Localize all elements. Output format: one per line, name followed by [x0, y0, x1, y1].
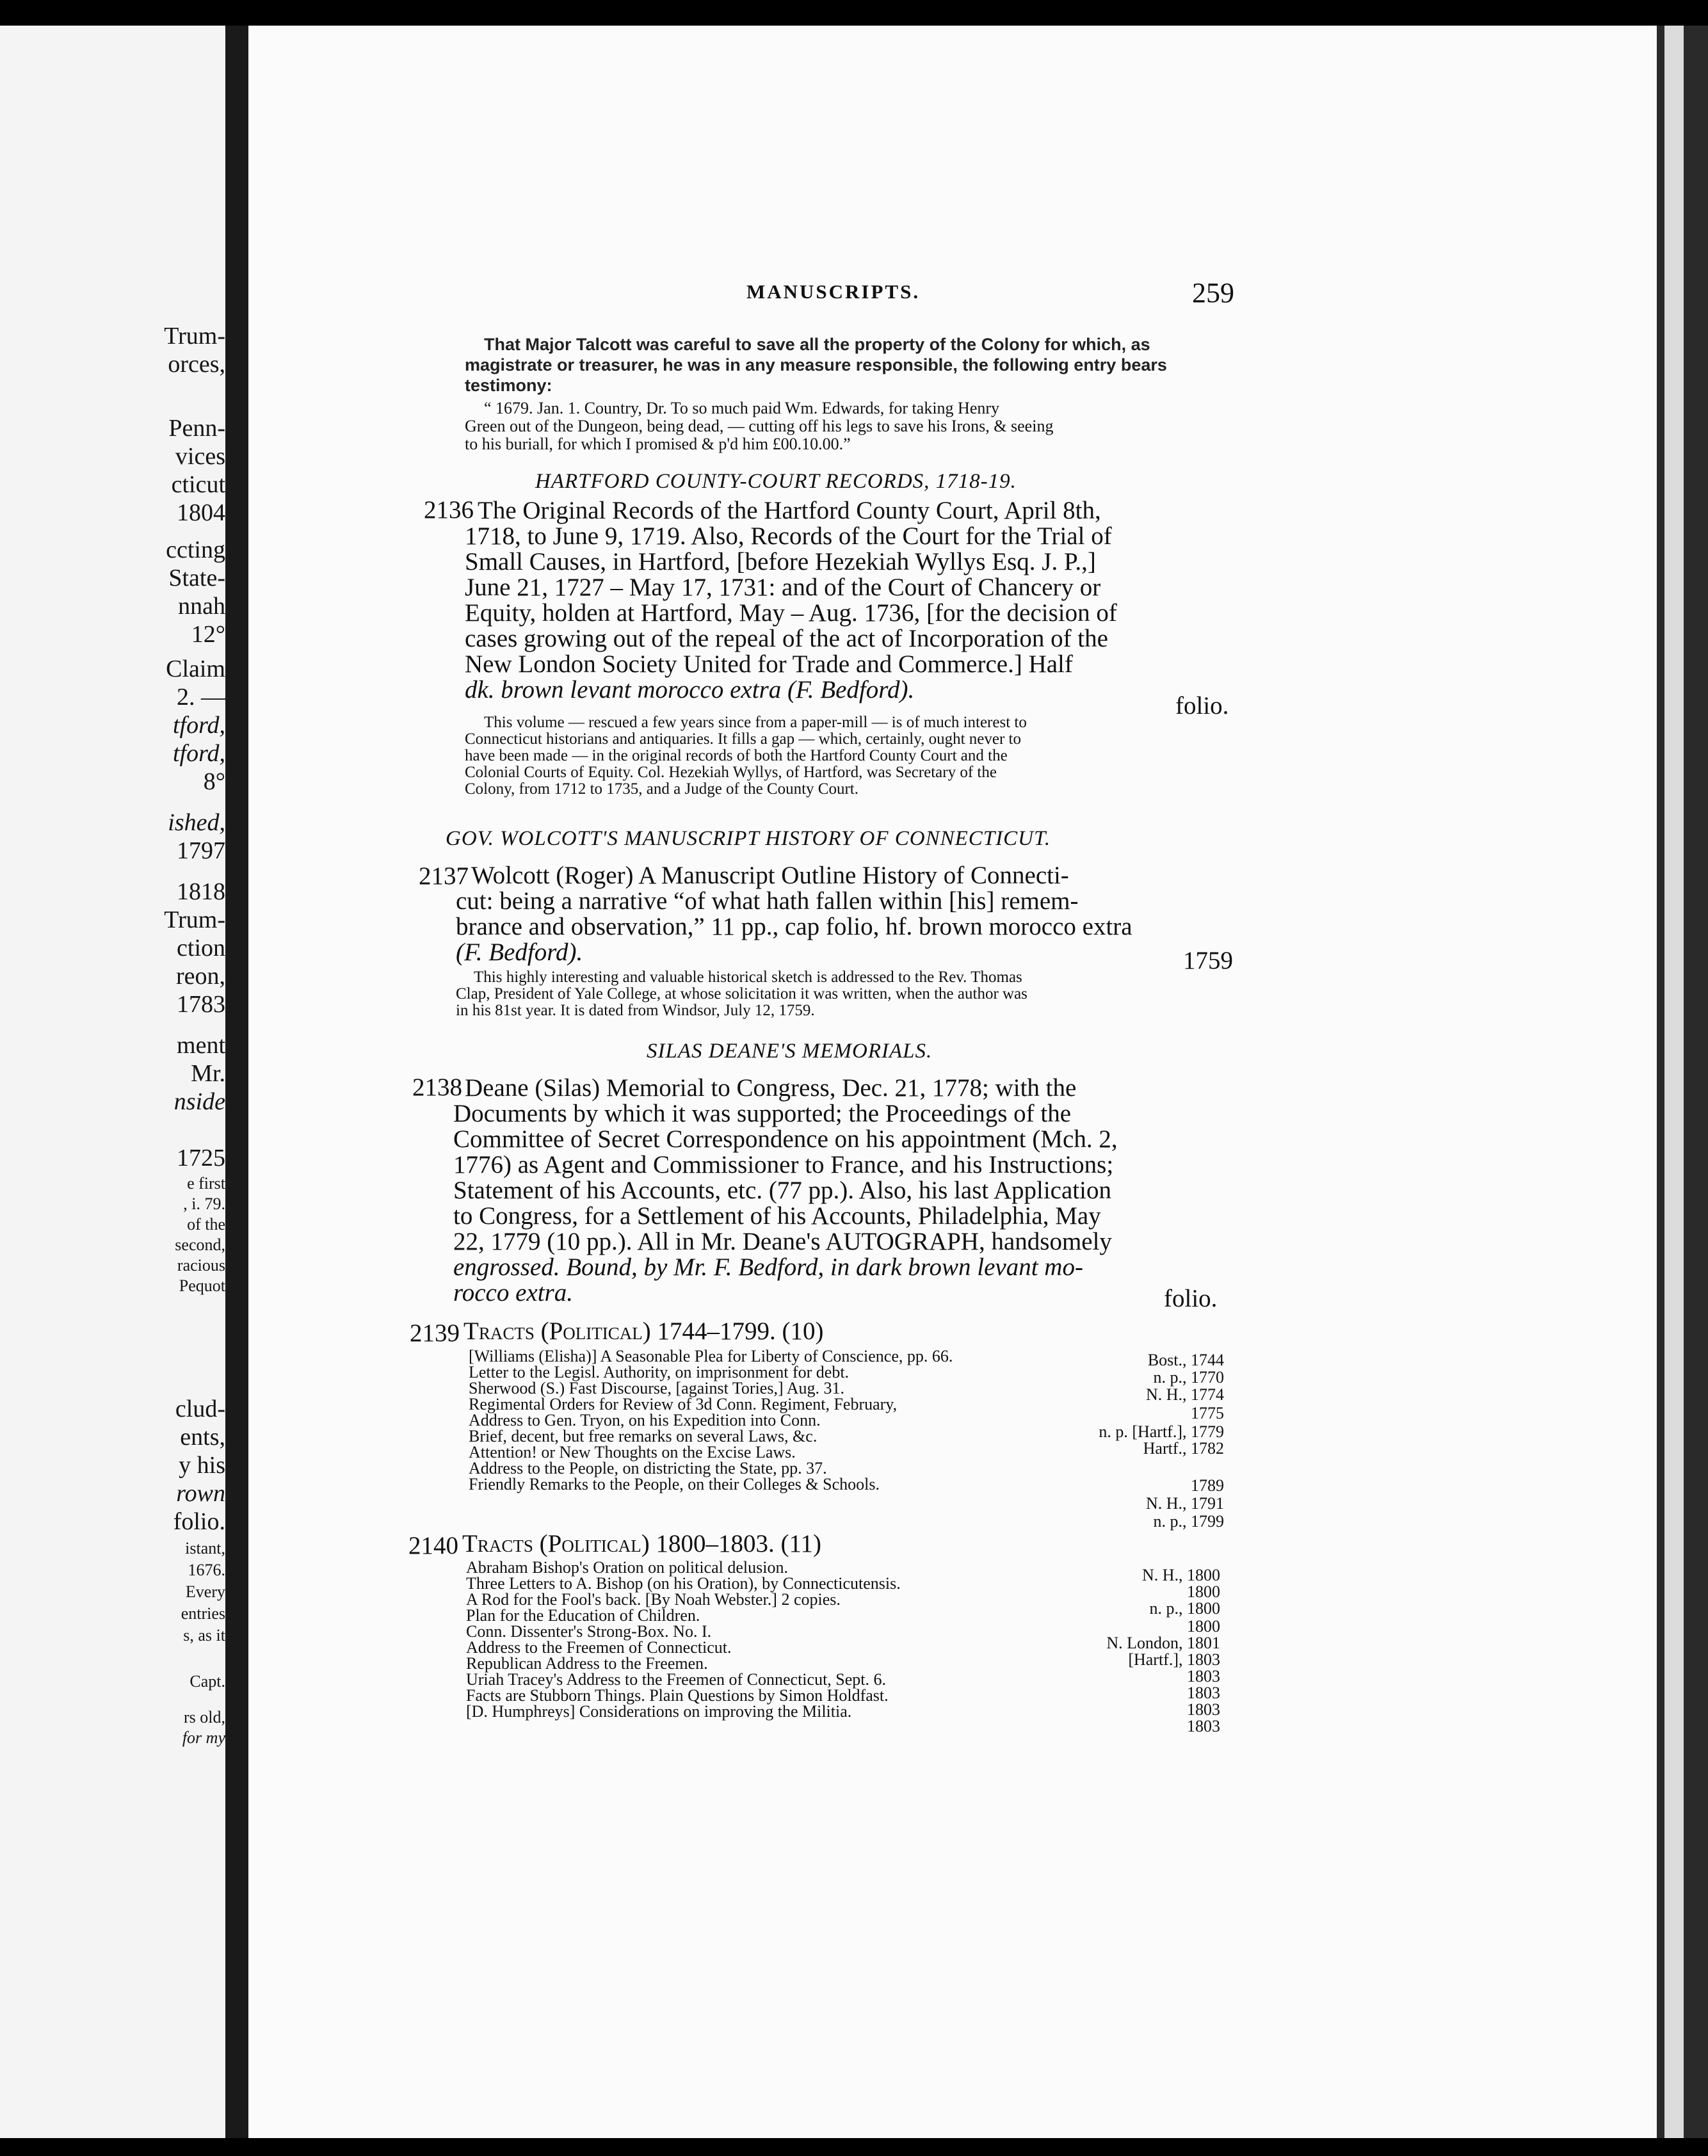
left-line: 1783 — [177, 991, 225, 1018]
quote-line: to his buriall, for which I promised & p'd him £00.10.00.” — [465, 435, 851, 453]
section-heading: GOV. WOLCOTT'S MANUSCRIPT HISTORY OF CONNECTICUT. — [446, 827, 1051, 850]
tract-place-date: 1803 — [1187, 1700, 1220, 1719]
quote-line: “ 1679. Jan. 1. Country, Dr. To so much paid Wm. Edwards, for taking Henry — [484, 399, 1000, 417]
left-line: cticut — [171, 471, 225, 498]
tract-title: Brief, decent, but free remarks on several Laws, &c. — [469, 1427, 818, 1445]
tract-title: Address to Gen. Tryon, on his Expedition into Conn. — [469, 1411, 821, 1429]
tract-title: [Williams (Elisha)] A Seasonable Plea for Liberty of Conscience, pp. 66. — [469, 1347, 953, 1365]
left-line: of the — [187, 1215, 225, 1234]
left-line: ccting — [166, 536, 225, 563]
entry-line: rocco extra. — [453, 1279, 573, 1307]
tract-title: [D. Humphreys] Considerations on improving the Militia. — [466, 1702, 852, 1721]
entry-line: cases growing out of the repeal of the act of Incorporation of the — [465, 625, 1108, 652]
tract-place-date: 1800 — [1187, 1617, 1220, 1636]
intro-line: That Major Talcott was careful to save all the property of the Colony for which, as — [484, 335, 1150, 354]
entry-line: Wolcott (Roger) A Manuscript Outline History of Connecti- — [471, 862, 1069, 889]
left-line: ished, — [168, 809, 225, 836]
left-line: 1676. — [188, 1561, 225, 1579]
entry-number: 2139 — [410, 1319, 460, 1347]
tract-place-date: 1800 — [1187, 1582, 1220, 1601]
tract-title: Address to the People, on districting the State, pp. 37. — [469, 1459, 827, 1477]
left-line: Mr. — [191, 1060, 225, 1087]
entry-number: 2137 — [419, 862, 469, 890]
entry-year: 1759 — [1183, 947, 1233, 974]
tract-place-date: Bost., 1744 — [1147, 1351, 1224, 1369]
left-facing-page — [0, 26, 225, 2138]
tract-title: Letter to the Legisl. Authority, on imprisonment for debt. — [469, 1363, 850, 1381]
tract-place-date: N. H., 1800 — [1141, 1566, 1220, 1584]
entry-line: cut: being a narrative “of what hath fallen within [his] remem- — [456, 887, 1079, 915]
left-line: ents, — [180, 1424, 225, 1451]
note-line: This volume — rescued a few years since from a paper-mill — is of much interest to — [484, 714, 1027, 731]
book-gutter — [225, 26, 248, 2138]
left-line: 8° — [203, 768, 225, 795]
left-line: Every — [185, 1582, 225, 1601]
left-line: 1797 — [177, 837, 225, 864]
left-line: Capt. — [189, 1672, 225, 1691]
left-line: 1804 — [177, 499, 225, 526]
note-line: have been made — in the original records of both the Hartford County Court and the — [465, 747, 1008, 764]
tract-place-date: n. p. [Hartf.], 1779 — [1099, 1422, 1224, 1441]
page-edge-strip — [1664, 26, 1684, 2138]
entry-number: 2136 — [424, 496, 474, 524]
left-line: 12° — [191, 621, 225, 648]
left-line: vices — [175, 443, 225, 470]
entry-line: 1718, to June 9, 1719. Also, Records of the Court for the Trial of — [465, 522, 1112, 550]
intro-line: testimony: — [465, 376, 552, 395]
entry-line: June 21, 1727 – May 17, 1731: and of the Court of Chancery or — [465, 574, 1101, 601]
left-line: Pequot — [179, 1276, 225, 1295]
left-line: istant, — [185, 1539, 225, 1557]
left-line: Trum- — [164, 906, 225, 933]
left-line: s, as it — [183, 1626, 225, 1645]
note-line: Colony, from 1712 to 1735, and a Judge of the County Court. — [465, 780, 858, 798]
entry-line: New London Society United for Trade and Commerce.] Half — [465, 650, 1073, 678]
tract-title: Address to the Freemen of Connecticut. — [466, 1638, 732, 1657]
tract-place-date: N. London, 1801 — [1106, 1634, 1220, 1652]
intro-line: magistrate or treasurer, he was in any measure responsible, the following entry bears — [465, 355, 1167, 374]
left-line: e first — [187, 1174, 225, 1193]
tract-place-date: N. H., 1774 — [1145, 1385, 1224, 1404]
note-line: Colonial Courts of Equity. Col. Hezekiah Wyllys, of Hartford, was Secretary of the — [465, 764, 997, 781]
tract-title: Abraham Bishop's Oration on political delusion. — [466, 1558, 788, 1577]
left-line: for my — [182, 1728, 225, 1747]
entry-line: brance and observation,” 11 pp., cap folio, hf. brown morocco extra — [456, 913, 1132, 940]
entry-line: 22, 1779 (10 pp.). All in Mr. Deane's AUTOGRAPH, handsomely — [453, 1228, 1112, 1255]
left-line: y his — [179, 1452, 225, 1479]
left-line: folio. — [173, 1508, 225, 1535]
left-line: Penn- — [168, 415, 225, 442]
tract-place-date: Hartf., 1782 — [1143, 1439, 1224, 1458]
left-line: rs old, — [184, 1708, 225, 1726]
tract-place-date: 1803 — [1187, 1684, 1220, 1702]
entry-line: Documents by which it was supported; the Proceedings of the — [453, 1100, 1072, 1127]
left-line: tford, — [173, 712, 225, 739]
quote-line: Green out of the Dungeon, being dead, — cutting off his legs to save his Irons, & seeing — [465, 417, 1054, 435]
entry-heading: Tracts (Political) 1744–1799. (10) — [463, 1317, 824, 1345]
tract-title: Facts are Stubborn Things. Plain Questions by Simon Holdfast. — [466, 1686, 889, 1705]
entry-line: to Congress, for a Settlement of his Accounts, Philadelphia, May — [453, 1202, 1101, 1230]
entry-line: engrossed. Bound, by Mr. F. Bedford, in dark brown levant mo- — [453, 1253, 1083, 1281]
note-line: This highly interesting and valuable historical sketch is addressed to the Rev. Thomas — [474, 969, 1022, 986]
format-label: folio. — [1175, 692, 1229, 720]
entry-line: Equity, holden at Hartford, May – Aug. 1736, [for the decision of — [465, 599, 1117, 627]
section-heading: SILAS DEANE'S MEMORIALS. — [647, 1040, 933, 1063]
left-line: clud- — [175, 1396, 225, 1422]
left-line: ment — [177, 1032, 225, 1059]
tract-place-date: 1803 — [1187, 1717, 1220, 1735]
tract-place-date: n. p., 1770 — [1153, 1368, 1224, 1387]
tract-place-date: 1803 — [1187, 1667, 1220, 1685]
left-line: second, — [175, 1235, 225, 1254]
entry-line: The Original Records of the Hartford County Court, April 8th, — [478, 497, 1101, 524]
running-header: MANUSCRIPTS. — [746, 280, 921, 303]
tract-title: A Rod for the Fool's back. [By Noah Webster.] 2 copies. — [466, 1590, 841, 1609]
entry-line: Small Causes, in Hartford, [before Hezekiah Wyllys Esq. J. P.,] — [465, 548, 1096, 575]
left-line: tford, — [173, 740, 225, 767]
left-line: Claim — [166, 656, 225, 682]
section-heading: HARTFORD COUNTY-COURT RECORDS, 1718-19. — [535, 470, 1017, 493]
entry-number: 2140 — [408, 1532, 458, 1559]
entry-line: Committee of Secret Correspondence on his appointment (Mch. 2, — [453, 1125, 1118, 1153]
left-line: reon, — [175, 963, 225, 990]
left-line: 1725 — [177, 1145, 225, 1171]
left-line: , i. 79. — [183, 1195, 225, 1213]
entry-number: 2138 — [412, 1074, 462, 1101]
format-label: folio. — [1164, 1285, 1218, 1312]
entry-line: 1776) as Agent and Commissioner to France, and his Instructions; — [453, 1151, 1114, 1179]
tract-title: Plan for the Education of Children. — [466, 1606, 700, 1625]
tract-title: Sherwood (S.) Fast Discourse, [against Tories,] Aug. 31. — [469, 1379, 844, 1397]
note-line: Clap, President of Yale College, at whose solicitation it was written, when the author was — [456, 985, 1027, 1002]
page-number: 259 — [1192, 277, 1234, 309]
entry-heading: Tracts (Political) 1800–1803. (11) — [462, 1530, 822, 1557]
tract-place-date: n. p., 1800 — [1149, 1599, 1220, 1618]
tract-title: Attention! or New Thoughts on the Excise Laws. — [469, 1443, 796, 1461]
left-line: orces, — [168, 351, 225, 378]
tract-title: Three Letters to A. Bishop (on his Oration), by Connecticutensis. — [466, 1574, 901, 1593]
left-line: nnah — [178, 593, 225, 620]
note-line: Connecticut historians and antiquaries. It fills a gap — which, certainly, ought never to — [465, 730, 1021, 748]
tract-place-date: [Hartf.], 1803 — [1128, 1650, 1220, 1669]
tract-place-date: 1789 — [1191, 1476, 1224, 1495]
entry-line: dk. brown levant morocco extra (F. Bedford). — [465, 676, 915, 704]
tract-title: Regimental Orders for Review of 3d Conn. Regiment, February, — [469, 1395, 898, 1413]
entry-line: Deane (Silas) Memorial to Congress, Dec. 21, 1778; with the — [465, 1074, 1077, 1102]
note-line: in his 81st year. It is dated from Windsor, July 12, 1759. — [456, 1002, 815, 1019]
left-line: Trum- — [164, 323, 225, 350]
left-line: State- — [168, 565, 225, 591]
left-line: 2. — — [177, 684, 225, 711]
left-line: 1818 — [177, 878, 225, 905]
tract-title: Friendly Remarks to the People, on their Colleges & Schools. — [469, 1475, 880, 1493]
tract-place-date: N. H., 1791 — [1145, 1494, 1224, 1513]
tract-place-date: 1775 — [1191, 1404, 1224, 1422]
left-line: nside — [173, 1088, 225, 1115]
entry-line: (F. Bedford). — [456, 938, 583, 966]
left-line: rown — [176, 1480, 225, 1507]
tract-title: Conn. Dissenter's Strong-Box. No. I. — [466, 1622, 712, 1641]
entry-line: Statement of his Accounts, etc. (77 pp.). Also, his last Application — [453, 1177, 1111, 1204]
left-line: ction — [177, 935, 225, 961]
tract-place-date: n. p., 1799 — [1153, 1512, 1224, 1531]
tract-title: Republican Address to the Freemen. — [466, 1654, 708, 1673]
left-line: racious — [177, 1256, 225, 1275]
tract-title: Uriah Tracey's Address to the Freemen of Connecticut, Sept. 6. — [466, 1670, 887, 1689]
left-line: entries — [181, 1604, 225, 1623]
